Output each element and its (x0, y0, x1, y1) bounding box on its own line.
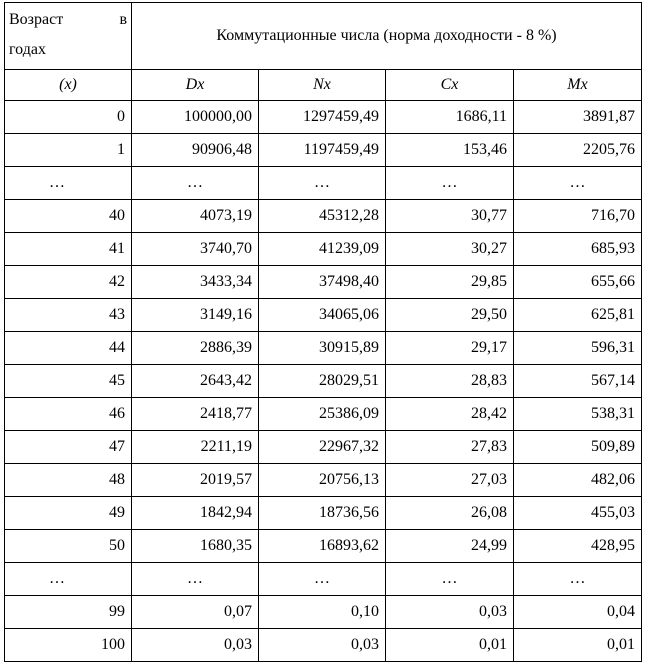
cell-age: 41 (5, 233, 132, 266)
cell-nx: … (259, 167, 386, 200)
cell-nx: 34065,06 (259, 299, 386, 332)
cell-dx: … (132, 167, 259, 200)
table-row (5, 101, 642, 134)
cell-age: 40 (5, 200, 132, 233)
cell-dx: 3740,70 (132, 233, 259, 266)
cell-dx: 3149,16 (132, 299, 259, 332)
cell-nx: 25386,09 (259, 398, 386, 431)
table-row (5, 266, 642, 299)
cell-mx: 0,01 (514, 629, 642, 662)
cell-age: 99 (5, 596, 132, 629)
cell-mx: … (514, 167, 642, 200)
cell-dx: 2643,42 (132, 365, 259, 398)
age-header-word-1: Возраст (9, 11, 64, 28)
cell-age: … (5, 563, 132, 596)
table-row (5, 431, 642, 464)
cell-cx: 27,83 (386, 431, 514, 464)
table-row (5, 596, 642, 629)
cell-cx: 1686,11 (386, 101, 514, 134)
cell-cx: 0,03 (386, 596, 514, 629)
cell-mx: 716,70 (514, 200, 642, 233)
cell-cx: 29,17 (386, 332, 514, 365)
cell-nx: 28029,51 (259, 365, 386, 398)
table-row (5, 233, 642, 266)
cell-cx: 26,08 (386, 497, 514, 530)
col-header-dx: Dx (132, 70, 259, 101)
cell-cx: 0,01 (386, 629, 514, 662)
cell-age: 44 (5, 332, 132, 365)
cell-age: 49 (5, 497, 132, 530)
col-header-x: (x) (5, 70, 132, 101)
cell-mx: 685,93 (514, 233, 642, 266)
table-body (5, 101, 642, 662)
cell-dx: 90906,48 (132, 134, 259, 167)
cell-mx: 482,06 (514, 464, 642, 497)
cell-nx: 41239,09 (259, 233, 386, 266)
cell-mx: 655,66 (514, 266, 642, 299)
cell-dx: 2019,57 (132, 464, 259, 497)
cell-mx: 3891,87 (514, 101, 642, 134)
cell-nx: 45312,28 (259, 200, 386, 233)
table-row (5, 497, 642, 530)
cell-nx: 30915,89 (259, 332, 386, 365)
cell-age: 43 (5, 299, 132, 332)
cell-cx: 28,83 (386, 365, 514, 398)
table-row (5, 629, 642, 662)
table-row (5, 167, 642, 200)
cell-mx: … (514, 563, 642, 596)
cell-nx: 22967,32 (259, 431, 386, 464)
cell-nx: 20756,13 (259, 464, 386, 497)
cell-age: 0 (5, 101, 132, 134)
cell-cx: 30,27 (386, 233, 514, 266)
cell-dx: 0,07 (132, 596, 259, 629)
cell-cx: … (386, 167, 514, 200)
cell-age: 1 (5, 134, 132, 167)
age-header (5, 3, 132, 70)
cell-age: 46 (5, 398, 132, 431)
table-row (5, 530, 642, 563)
table-row (5, 365, 642, 398)
col-header-nx: Nx (259, 70, 386, 101)
table-row (5, 134, 642, 167)
table-row (5, 299, 642, 332)
cell-cx: 27,03 (386, 464, 514, 497)
age-header-word-2: в (119, 11, 127, 28)
table-row (5, 332, 642, 365)
cell-nx: 1297459,49 (259, 101, 386, 134)
table-row (5, 200, 642, 233)
col-header-mx: Mx (514, 70, 642, 101)
cell-cx: 30,77 (386, 200, 514, 233)
cell-dx: 4073,19 (132, 200, 259, 233)
cell-mx: 428,95 (514, 530, 642, 563)
cell-dx: 2211,19 (132, 431, 259, 464)
cell-age: 42 (5, 266, 132, 299)
cell-dx: … (132, 563, 259, 596)
cell-cx: 153,46 (386, 134, 514, 167)
table-row (5, 563, 642, 596)
table-row (5, 398, 642, 431)
cell-age: 50 (5, 530, 132, 563)
cell-dx: 2418,77 (132, 398, 259, 431)
table-row (5, 464, 642, 497)
cell-dx: 3433,34 (132, 266, 259, 299)
cell-age: 47 (5, 431, 132, 464)
cell-cx: 24,99 (386, 530, 514, 563)
cell-nx: 18736,56 (259, 497, 386, 530)
cell-dx: 0,03 (132, 629, 259, 662)
cell-nx: 1197459,49 (259, 134, 386, 167)
cell-nx: 37498,40 (259, 266, 386, 299)
cell-cx: 29,85 (386, 266, 514, 299)
cell-age: 48 (5, 464, 132, 497)
cell-mx: 2205,76 (514, 134, 642, 167)
commutation-table (4, 2, 642, 662)
cell-mx: 567,14 (514, 365, 642, 398)
age-header-word-3: годах (9, 41, 46, 58)
cell-nx: 16893,62 (259, 530, 386, 563)
cell-cx: … (386, 563, 514, 596)
cell-nx: 0,10 (259, 596, 386, 629)
cell-dx: 1680,35 (132, 530, 259, 563)
cell-dx: 2886,39 (132, 332, 259, 365)
cell-mx: 538,31 (514, 398, 642, 431)
cell-mx: 509,89 (514, 431, 642, 464)
cell-age: 100 (5, 629, 132, 662)
cell-nx: … (259, 563, 386, 596)
cell-dx: 1842,94 (132, 497, 259, 530)
cell-mx: 0,04 (514, 596, 642, 629)
cell-cx: 28,42 (386, 398, 514, 431)
cell-cx: 29,50 (386, 299, 514, 332)
col-header-cx: Cx (386, 70, 514, 101)
cell-nx: 0,03 (259, 629, 386, 662)
cell-age: 45 (5, 365, 132, 398)
cell-mx: 455,03 (514, 497, 642, 530)
cell-mx: 625,81 (514, 299, 642, 332)
cell-dx: 100000,00 (132, 101, 259, 134)
table-title: Коммутационные числа (норма доходности - 8 %) (132, 3, 642, 70)
cell-age: … (5, 167, 132, 200)
cell-mx: 596,31 (514, 332, 642, 365)
